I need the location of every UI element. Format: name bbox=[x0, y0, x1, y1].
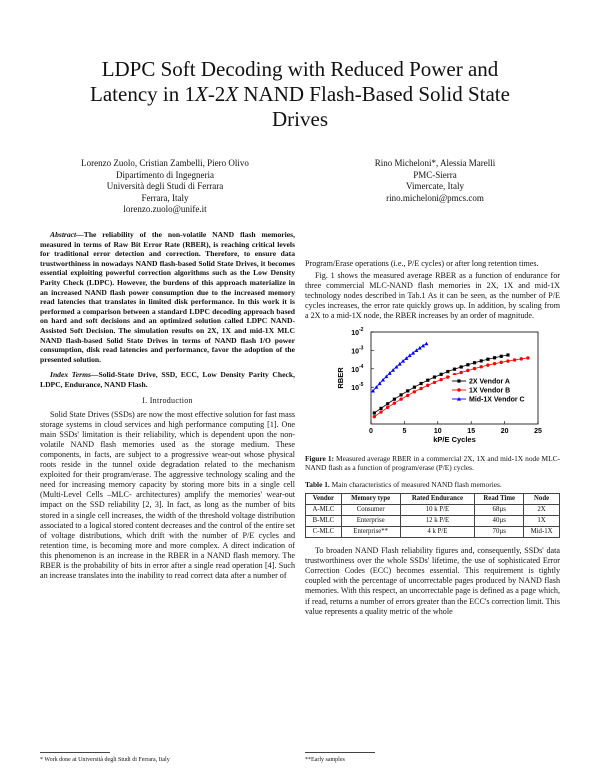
paper-title bbox=[40, 57, 560, 132]
data-point bbox=[379, 406, 382, 409]
y-tick-label: 10 bbox=[351, 329, 359, 337]
data-point bbox=[393, 397, 396, 400]
data-point bbox=[393, 401, 396, 404]
data-point bbox=[406, 393, 409, 396]
data-point bbox=[373, 415, 376, 418]
data-point bbox=[526, 356, 529, 359]
footnote-rule-left bbox=[40, 752, 110, 753]
footnote-rule-right bbox=[305, 752, 375, 753]
data-point bbox=[421, 343, 425, 347]
table-cell: 10 k P/E bbox=[400, 505, 475, 516]
x-axis-label: kP/E Cycles bbox=[433, 434, 476, 444]
data-point bbox=[386, 402, 389, 405]
footnote-right: **Early samples bbox=[305, 757, 345, 763]
table-header-cell: Read Time bbox=[475, 494, 524, 505]
right-paragraph-1: Fig. 1 shows the measured average RBER as a function of endurance for three commercial MLC-NAND flash memories in 2X, 1X and mid-1X technology nodes described in Tab.1 As it can be seen, as the number of P/E cycles increases, the error rate quickly grows up. In addition, by scaling from a 2X to a mid-1X node, the RBER increases by an order of magnitude. bbox=[305, 271, 560, 321]
nand-characteristics-table bbox=[305, 493, 560, 538]
y-tick-label: 10 bbox=[351, 384, 359, 392]
data-point bbox=[493, 356, 496, 359]
title-line-1: LDPC Soft Decoding with Reduced Power and bbox=[101, 57, 499, 81]
data-point bbox=[506, 359, 509, 362]
data-point bbox=[486, 357, 489, 360]
table-cell: B-MLC bbox=[306, 516, 342, 527]
data-point bbox=[433, 380, 436, 383]
data-point bbox=[419, 386, 422, 389]
table-row bbox=[306, 516, 560, 527]
author-org: PMC-Sierra bbox=[413, 169, 457, 180]
y-tick-exponent: -4 bbox=[359, 363, 364, 370]
author-dept: Dipartimento di Ingegneria bbox=[116, 169, 214, 180]
left-column bbox=[40, 230, 295, 583]
data-point bbox=[424, 341, 428, 345]
author-univ: Università degli Studi di Ferrara bbox=[106, 181, 224, 191]
authors-left bbox=[60, 158, 270, 216]
data-point bbox=[520, 357, 523, 360]
data-point bbox=[513, 358, 516, 361]
x-tick-label: 10 bbox=[433, 427, 442, 435]
table-row bbox=[306, 505, 560, 516]
data-point bbox=[413, 390, 416, 393]
table-cell: Consumer bbox=[341, 505, 400, 516]
right-column bbox=[305, 259, 560, 619]
table-cell: Enterprise bbox=[341, 516, 400, 527]
table-caption: Table 1. Main characteristics of measured NAND flash memories. bbox=[305, 479, 502, 489]
section-heading-introduction: I. Introduction bbox=[142, 395, 193, 405]
data-point bbox=[480, 365, 483, 368]
table-header-cell: Node bbox=[524, 494, 560, 505]
data-point bbox=[500, 354, 503, 357]
x-tick-label: 15 bbox=[467, 427, 476, 435]
y-tick-exponent: -2 bbox=[359, 326, 364, 333]
table-cell: C-MLC bbox=[306, 527, 342, 538]
legend-label: 2X Vendor A bbox=[469, 378, 510, 386]
data-point bbox=[460, 365, 463, 368]
data-point bbox=[486, 363, 489, 366]
y-axis-label: RBER bbox=[336, 366, 345, 389]
table-cell: 2X bbox=[524, 505, 560, 516]
data-point bbox=[373, 411, 376, 414]
table-header-row bbox=[306, 494, 560, 505]
author-city-right: Vimercate, Italy bbox=[406, 181, 464, 191]
data-point bbox=[440, 372, 443, 375]
data-point bbox=[473, 361, 476, 364]
table-cell: 40µs bbox=[475, 516, 524, 527]
data-point bbox=[493, 362, 496, 365]
y-tick-label: 10 bbox=[351, 366, 359, 374]
table-row bbox=[306, 527, 560, 538]
data-point bbox=[453, 367, 456, 370]
y-tick-label: 10 bbox=[351, 347, 359, 355]
author-names-left: Lorenzo Zuolo, Cristian Zambelli, Piero Olivo bbox=[81, 158, 249, 168]
table-cell: A-MLC bbox=[306, 505, 342, 516]
data-point bbox=[466, 363, 469, 366]
rber-chart bbox=[305, 324, 560, 450]
title-line-2: Latency in 1X-2X NAND Flash-Based Solid State bbox=[90, 82, 510, 106]
chart-legend bbox=[450, 375, 537, 405]
data-point bbox=[386, 405, 389, 408]
table-cell: Mid-1X bbox=[524, 527, 560, 538]
table-cell: 1X bbox=[524, 516, 560, 527]
table-header-cell: Memory type bbox=[341, 494, 400, 505]
data-point bbox=[399, 393, 402, 396]
x-tick-label: 5 bbox=[402, 427, 407, 435]
authors-right bbox=[330, 158, 540, 204]
author-names-right: Rino Micheloni*, Alessia Marelli bbox=[374, 158, 496, 168]
figure-1 bbox=[305, 324, 560, 450]
table-cell: 70µs bbox=[475, 527, 524, 538]
title-line-3: Drives bbox=[272, 107, 328, 131]
data-point bbox=[379, 410, 382, 413]
data-point bbox=[433, 375, 436, 378]
series-line bbox=[373, 343, 426, 390]
table-header-cell: Vendor bbox=[306, 494, 342, 505]
right-paragraph-0: Program/Erase operations (i.e., P/E cycles) or after long retention times. bbox=[305, 259, 539, 268]
data-point bbox=[457, 388, 460, 391]
y-tick-exponent: -5 bbox=[359, 381, 364, 388]
y-tick-exponent: -3 bbox=[359, 344, 364, 351]
intro-paragraph: Solid State Drives (SSDs) are now the most effective solution for fast mass storage systems in cloud services and high performance computing [1]. One main SSDs' limitation is their reliability, which is dependent upon the non-volatile NAND flash memories used as the storage medium. These components, in facts, are subject to a progressive wear-out whose physical roots reside in the tunnel oxide degradation related to the mechanism exploited for their program/erase. The aggressive technology scaling and the need for increasing memory capacity by storing more bits in a single cell (Multi-Level Cells –MLC- architectures) amplify the memories' wear-out impact on the SSD reliability [2, 3]. In fact, as long as the number of bits stored in a single cell increases, the width of the threshold voltage distribution associated to a logical stored content decreases and the control of the entire set of voltage distributions, which drift with the number of P/E cycles and retention time, is becoming more and more complex. A direct indication of this phenomenon is an increase in the RBER in a NAND flash memory. The RBER is the probability of bits in error after a single read operation [4]. Such an increase translates into the inability to read correct data after a number of bbox=[40, 409, 295, 581]
data-point bbox=[480, 359, 483, 362]
figure-caption: Figure 1: Measured average RBER in a commercial 2X, 1X and mid-1X node MLC-NAND flash as a function of program/erase (P/E) cycles. bbox=[305, 453, 560, 472]
data-point bbox=[473, 366, 476, 369]
table-cell: 4 k P/E bbox=[400, 527, 475, 538]
author-city-left: Ferrara, Italy bbox=[141, 192, 189, 203]
abstract: Abstract—The reliability of the non-volatile NAND flash memories, measured in terms of Raw Bit Error Rate (RBER), is reaching critical levels for traditional error detection and correction. Therefore, to ensure data trustworthiness in nowadays NAND flash-based Solid State Drives, it becomes essential exploiting powerful correction algorithms such as the Low Density Parity Check (LDPC). However, the burdens of this approach materialize in an increased NAND flash power consumption due to the increased memory read latencies that translates in limited disk performance. In this work it is performed a comparison between a standard LDPC decoding approach based on hard and soft decisions and an optimized solution called LDPC NAND-Assisted Soft Decision. The simulation results on 2X, 1X and mid-1X MLC NAND flash-based Solid State Drives in terms of NAND flash I/O power consumption, disk read latencies and performance, favor the adoption of the presented solution. bbox=[40, 230, 295, 364]
x-tick-label: 0 bbox=[369, 427, 373, 435]
right-paragraph-2: To broaden NAND Flash reliability figures and, consequently, SSDs' data trustworthiness over the whole SSDs' lifetime, the use of sophisticated Error Correction Codes (ECC) becomes essential. This requirement is tightly coupled with the percentage of uncorrectable pages produced by NAND flash memories. With this respect, an uncorrectable page is defined as a page which, if read, returns a number of errors greater than the ECC's correction limit. This value represents a quality metric of the whole bbox=[305, 546, 560, 616]
table-cell: 12 k P/E bbox=[400, 516, 475, 527]
data-point bbox=[457, 379, 460, 382]
data-point bbox=[446, 370, 449, 373]
x-tick-label: 25 bbox=[534, 427, 542, 435]
legend-label: 1X Vendor B bbox=[469, 387, 511, 395]
table-cell: Enterprise** bbox=[341, 527, 400, 538]
data-point bbox=[406, 389, 409, 392]
legend-label: Mid-1X Vendor C bbox=[469, 396, 525, 404]
data-point bbox=[500, 360, 503, 363]
data-point bbox=[413, 385, 416, 388]
data-point bbox=[446, 375, 449, 378]
data-point bbox=[459, 370, 462, 373]
data-point bbox=[426, 378, 429, 381]
data-point bbox=[439, 378, 442, 381]
author-email-left[interactable]: lorenzo.zuolo@unife.it bbox=[123, 204, 207, 214]
data-point bbox=[506, 353, 509, 356]
data-point bbox=[420, 381, 423, 384]
table-cell: 68µs bbox=[475, 505, 524, 516]
table-header-cell: Rated Endurance bbox=[400, 494, 475, 505]
data-point bbox=[466, 368, 469, 371]
author-email-right[interactable]: rino.micheloni@pmcs.com bbox=[386, 192, 484, 203]
data-point bbox=[418, 346, 422, 350]
x-tick-label: 20 bbox=[500, 427, 509, 435]
index-terms: Index Terms—Solid-State Drive, SSD, ECC, Low Density Parity Check, LDPC, Endurance, NAND Flash. bbox=[40, 370, 295, 389]
footnote-left: * Work done at Università degli Studi di Ferrara, Italy bbox=[40, 757, 170, 763]
data-point bbox=[399, 397, 402, 400]
data-point bbox=[426, 383, 429, 386]
